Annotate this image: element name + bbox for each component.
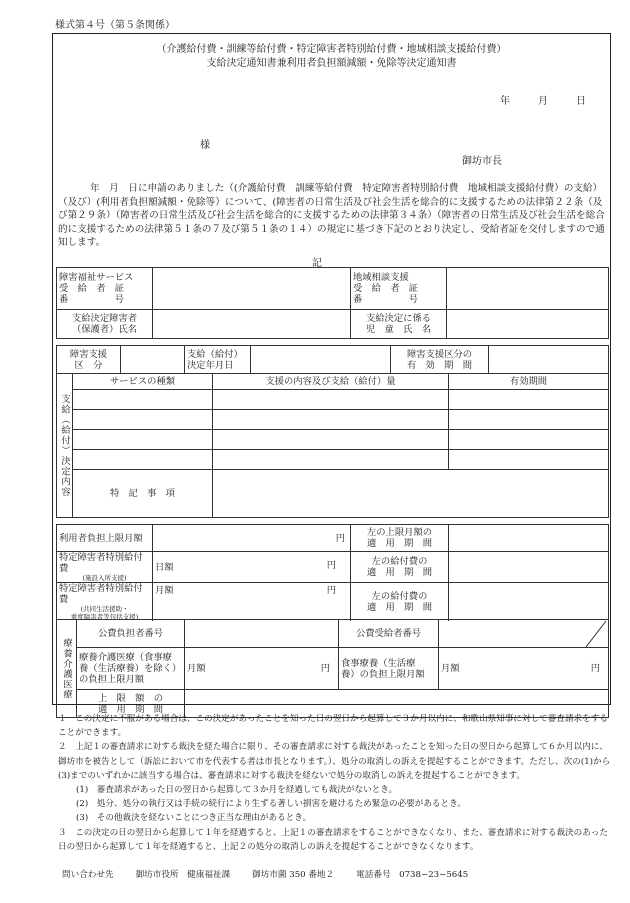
med-monthly-label: 月額 <box>187 663 206 674</box>
child-name-label-l2: 児 童 氏 名 <box>365 324 432 335</box>
contact-office: 御坊市役所 健康福祉課 <box>135 870 231 880</box>
special-benefit-label <box>57 552 153 583</box>
service-cert-label-l1: 障害福祉サービス <box>59 272 134 283</box>
note-2: ２ 上記１の審査請求に対する裁決を経た場合に限り、その審査請求に対する裁決があったことを知った日の翌日から起算して６か月以内に、御坊市を被告として（訴訟において市を代表する者は市長となります。）、処分の取消しの訴えを提起することができます。ただし、次の(1)から(3)までのいずれかに該当する場合は、審査請求に対する裁決を経ないで処分の取消しの訴えを提起することができます。 <box>58 742 611 781</box>
cap-valid-label-l2: 適 用 期 間 <box>97 703 164 715</box>
service-row-1-amount[interactable] <box>213 390 449 410</box>
limit-valid-label-l2: 適 用 期 間 <box>366 538 433 549</box>
service-row-2-type[interactable] <box>73 410 213 430</box>
notice-body-text: 年 月 日に申請のありました（(介護給付費 訓練等給付費 特定障害者特別給付費 地域相談支援給付費）の支給）（及び）(利用者負担額減額・免除等）について、(障害者の日常生活及び社会生活を総合的に支援するための法律第２２条（及び第２９条）（障害者の日常生活及び社会生活を総合的に支援するための法律第３４条）（障害者の日常生活及び社会生活を総合的に支援するための法律第５１条の７及び第５１条の１４）の規定に基づき下記のとおり決定し、受給者証を交付しますので通知します。 <box>58 183 605 248</box>
burden-limit-label: 利用者負担上限月額 <box>57 525 153 552</box>
service-row-2-valid[interactable] <box>449 410 609 430</box>
col-service-type: サービスの種類 <box>73 374 213 390</box>
benefit2-valid-field[interactable] <box>449 583 609 622</box>
medical-care-label: 療養介護医療 <box>57 620 77 718</box>
special-benefit2-label-l2: (共同生活援助・ <box>80 605 129 613</box>
meal-limit-label-l1: 食事療養（生活療 <box>341 657 416 669</box>
child-name-label <box>351 310 447 339</box>
meal-limit-label <box>339 648 439 690</box>
meal-monthly-label: 月額 <box>441 663 460 674</box>
contact-label: 問い合わせ先 <box>62 870 114 880</box>
contact-line <box>62 868 490 880</box>
issuer: 御坊市長 <box>462 156 502 167</box>
decision-date-label-l2: 決定年月日 <box>187 359 234 371</box>
child-name-field[interactable] <box>447 310 609 339</box>
benefit2-valid-label-l2: 適 用 期 間 <box>366 602 433 613</box>
med-limit-label-l3: の負担上限月額 <box>79 674 145 685</box>
decision-date-field[interactable] <box>251 346 391 374</box>
service-cert-label-l2: 受 給 者 証 <box>59 283 125 294</box>
recipient-name-field[interactable] <box>153 310 351 339</box>
medical-care-table <box>56 619 609 718</box>
notes <box>58 712 614 854</box>
payer-number-label: 公費負担者番号 <box>77 620 185 648</box>
service-row-3-valid[interactable] <box>449 430 609 450</box>
limit-valid-field[interactable] <box>449 525 609 552</box>
support-category-label-l1: 障害支援 <box>69 348 108 360</box>
consult-cert-label-l3: 番 号 <box>353 294 419 305</box>
support-category-label <box>57 346 121 374</box>
recipient-number-label: 公費受給者番号 <box>339 620 439 648</box>
service-row-1-valid[interactable] <box>449 390 609 410</box>
col-amount: 支援の内容及び支給（給付）量 <box>213 374 449 390</box>
daily-yen: 円 <box>326 560 336 571</box>
support-category-table <box>56 345 609 374</box>
meal-limit-label-l2: 養）の負担上限月額 <box>341 668 425 680</box>
benefit-valid-label-l2: 適 用 期 間 <box>366 567 433 578</box>
category-valid-field[interactable] <box>489 346 609 374</box>
limit-valid-label <box>351 525 449 552</box>
child-name-label-l1: 支給決定に係る <box>365 313 432 324</box>
service-row-4-valid[interactable] <box>449 450 609 470</box>
special-benefit-daily-field[interactable] <box>153 552 351 583</box>
contact-address: 御坊市薗 350 番地２ <box>252 870 335 880</box>
special-benefit-label-l1: 特定障害者特別給付費 <box>59 552 143 574</box>
service-cert-label <box>57 268 153 310</box>
service-row-4-type[interactable] <box>73 450 213 470</box>
form-number: 様式第４号（第５条関係） <box>55 20 175 31</box>
date-day: 日 <box>576 96 586 107</box>
service-row-4-amount[interactable] <box>213 450 449 470</box>
recipient-number-boxes[interactable] <box>439 620 609 648</box>
recipient-name-label <box>57 310 153 339</box>
category-valid-label <box>391 346 489 374</box>
date-line <box>500 92 614 107</box>
med-limit-field[interactable] <box>185 648 339 690</box>
meal-yen: 円 <box>590 663 600 674</box>
monthly-amount-label: 月額 <box>155 585 174 596</box>
burden-limit-table <box>56 524 609 621</box>
consult-cert-number-boxes[interactable] <box>447 268 609 310</box>
note-2-1: (1) 審査請求があった日の翌日から起算して３か月を経過しても裁決がないとき。 <box>76 785 398 796</box>
special-benefit2-label <box>57 583 153 622</box>
service-row-3-type[interactable] <box>73 430 213 450</box>
date-month: 月 <box>538 96 548 107</box>
note-2-3: (3) その他裁決を経ないことにつき正当な理由があるとき。 <box>76 813 312 824</box>
diagonal-slash <box>584 620 608 648</box>
date-year: 年 <box>500 96 510 107</box>
page-title: 支給決定通知書兼利用者負担額減額・免除等決定通知書 <box>206 58 457 69</box>
benefit2-valid-label <box>351 583 449 622</box>
daily-amount-label: 日額 <box>155 561 174 573</box>
support-category-field[interactable] <box>121 346 185 374</box>
special-benefit2-label-l3: 重度障害者等包括支援) <box>70 613 139 621</box>
service-cert-number-boxes[interactable] <box>153 268 351 310</box>
special-notes-field[interactable] <box>213 470 609 518</box>
addressee-suffix: 様 <box>200 140 210 151</box>
service-row-2-amount[interactable] <box>213 410 449 430</box>
col-valid-period: 有効期間 <box>449 374 609 390</box>
limit-valid-label-l1: 左の上限月額の <box>366 527 433 538</box>
med-limit-label-l2: 養（生活療養）を除く） <box>79 663 182 674</box>
med-limit-label-l1: 療養介護医療（食事療 <box>79 652 172 663</box>
meal-limit-field[interactable] <box>439 648 609 690</box>
special-notes-label: 特 記 事 項 <box>73 470 213 518</box>
payer-number-boxes[interactable] <box>185 620 339 648</box>
decision-content-table <box>56 373 609 518</box>
support-category-label-l2: 区 分 <box>74 359 103 371</box>
cap-valid-label-l1: 上 限 額 の <box>97 692 164 704</box>
decision-date-label-l1: 支給（給付） <box>187 348 243 360</box>
recipient-name-label-l2: （保護者）氏名 <box>71 324 138 335</box>
med-limit-label <box>77 648 185 690</box>
benefit-valid-field[interactable] <box>449 552 609 583</box>
note-1: １ この決定に不服がある場合は、この決定があったことを知った日の翌日から起算して３か月以内に、和歌山県知事に対して審査請求をすることができます。 <box>58 714 608 739</box>
burden-limit-field[interactable] <box>153 525 351 552</box>
recipient-name-label-l1: 支給決定障害者 <box>71 313 138 324</box>
recipient-info-table <box>56 267 609 339</box>
special-benefit-monthly-field[interactable] <box>153 583 351 622</box>
med-yen: 円 <box>320 663 330 674</box>
decision-content-label: 支給（給付）決定内容 <box>57 374 73 518</box>
title-benefit-types: （介護給付費・訓練等給付費・特定障害者特別給付費・地域相談支援給付費） <box>156 44 507 55</box>
benefit-valid-label <box>351 552 449 583</box>
contact-phone: 電話番号 0738−23−5645 <box>356 870 469 880</box>
special-benefit-label-l2: (施設入所支援) <box>82 574 127 582</box>
special-benefit2-label-l1: 特定障害者特別給付費 <box>59 583 143 605</box>
decision-date-label <box>185 346 251 374</box>
note-2-2: (2) 処分、処分の執行又は手続の続行により生ずる著しい損害を避けるため緊急の必要があるとき。 <box>76 799 466 810</box>
category-valid-label-l1: 障害支援区分の <box>406 348 473 360</box>
monthly-yen: 円 <box>326 585 336 596</box>
benefit-valid-label-l1: 左の給付費の <box>371 556 428 567</box>
consult-cert-label-l2: 受 給 者 証 <box>353 283 419 294</box>
benefit2-valid-label-l1: 左の給付費の <box>371 591 428 602</box>
service-row-3-amount[interactable] <box>213 430 449 450</box>
category-valid-label-l2: 有 効 期 間 <box>406 359 473 371</box>
consult-cert-label-l1: 地域相談支援 <box>353 272 409 283</box>
burden-limit-yen: 円 <box>335 532 346 544</box>
consult-cert-label <box>351 268 447 310</box>
ki-mark: 記 <box>312 258 322 269</box>
service-cert-label-l3: 番 号 <box>59 294 125 305</box>
note-3: ３ この決定の日の翌日から起算して１年を経過すると、上記１の審査請求をすることができなくなり、また、審査請求に対する裁決のあった日の翌日から起算して１年を経過すると、上記２の処分の取消しの訴えを提起することができなくなります。 <box>58 827 608 852</box>
service-row-1-type[interactable] <box>73 390 213 410</box>
